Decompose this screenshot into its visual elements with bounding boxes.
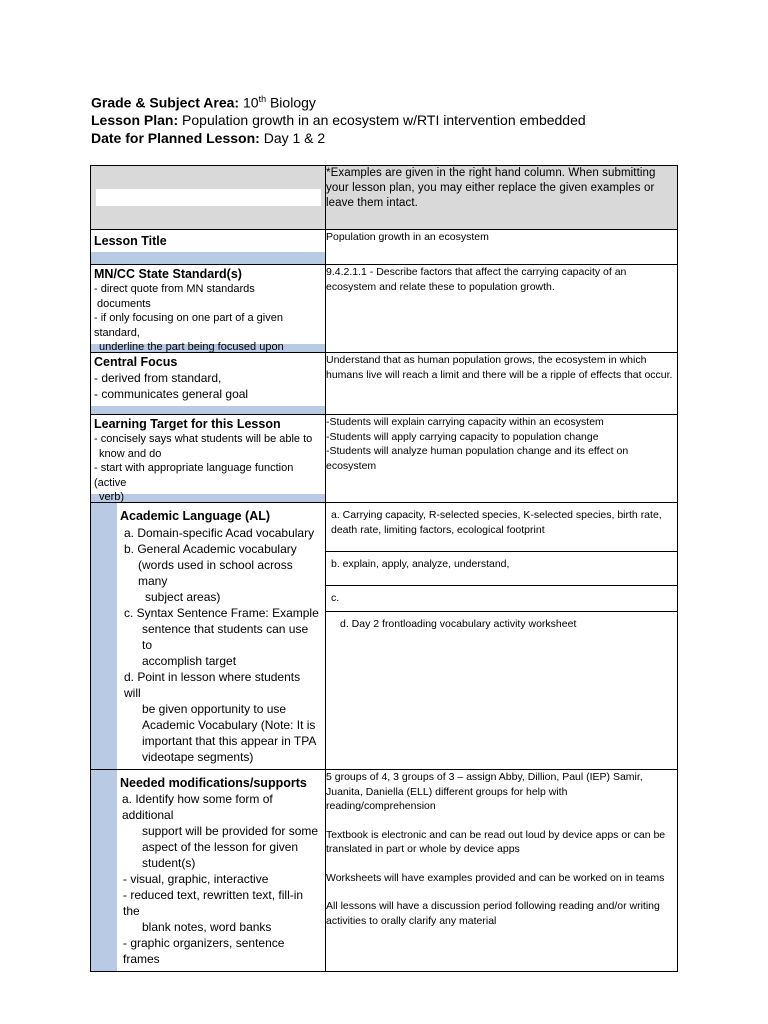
mod-item-a-4: student(s) bbox=[142, 856, 196, 870]
al-item-d-5: videotape segments) bbox=[142, 750, 254, 764]
al-item-a: a. Domain-specific Acad vocabulary bbox=[124, 526, 315, 540]
standards-note-3: - if only focusing on one part of a given standard, bbox=[94, 312, 283, 339]
academic-language-label-cell bbox=[91, 503, 326, 770]
standards-row bbox=[91, 265, 678, 353]
intro-left-cell bbox=[91, 166, 326, 230]
academic-language-label: Academic Language (AL) bbox=[120, 509, 271, 523]
date-label: Date for Planned Lesson: bbox=[91, 130, 260, 146]
learning-target-note-3: - start with appropriate language function (active bbox=[94, 462, 294, 489]
al-item-c-3: accomplish target bbox=[142, 654, 237, 668]
mod-item-a: a. Identify how some form of additional bbox=[122, 792, 273, 822]
al-item-d-4: important that this appear in TPA bbox=[142, 734, 317, 748]
modifications-values bbox=[326, 770, 678, 972]
al-item-d-3: Academic Vocabulary (Note: It is bbox=[142, 718, 316, 732]
al-item-d-2: be given opportunity to use bbox=[142, 702, 287, 716]
modifications-strip bbox=[91, 770, 117, 971]
modifications-row bbox=[91, 770, 678, 972]
grade-subject-line bbox=[91, 94, 316, 111]
lesson-value: Population growth in an ecosystem w/RTI intervention embedded bbox=[178, 112, 586, 128]
lesson-title-value: Population growth in an ecosystem bbox=[326, 230, 678, 265]
standards-label: MN/CC State Standard(s) bbox=[94, 267, 242, 281]
al-value-d: d. Day 2 frontloading vocabulary activity worksheet bbox=[340, 618, 577, 630]
mod-item-a-2: support will be provided for some bbox=[142, 824, 319, 838]
academic-language-strip bbox=[91, 503, 117, 769]
al-item-c-2: sentence that students can use to bbox=[142, 622, 309, 652]
mod-item-organizers: - graphic organizers, sentence frames bbox=[123, 936, 285, 966]
lesson-title-label-cell bbox=[91, 230, 326, 265]
academic-language-values-cell bbox=[326, 503, 678, 770]
lesson-title-label: Lesson Title bbox=[91, 230, 325, 252]
al-item-b: b. General Academic vocabulary bbox=[124, 542, 297, 556]
mod-item-reduced: - reduced text, rewritten text, fill-in the bbox=[123, 888, 304, 918]
grade-label: Grade & Subject Area: bbox=[91, 94, 240, 111]
central-focus-label: Central Focus bbox=[94, 355, 178, 369]
learning-target-value-1: -Students will explain carrying capacity within an ecosystem bbox=[326, 416, 604, 428]
mod-value-1: 5 groups of 4, 3 groups of 3 – assign Abby, Dillion, Paul (IEP) Samir, Juanita, Daniella (ELL) different groups for help with reading/comprehension bbox=[326, 771, 643, 812]
standards-value: 9.4.2.1.1 - Describe factors that affect the carrying capacity of an ecosystem and relate these to population growth. bbox=[326, 265, 678, 353]
standards-note-2: documents bbox=[97, 297, 151, 310]
lesson-plan-table bbox=[90, 165, 678, 972]
intro-note: *Examples are given in the right hand column. When submitting your lesson plan, you may either replace the given examples or leave them intact. bbox=[326, 166, 678, 230]
central-focus-note-1: - derived from standard, bbox=[94, 371, 222, 385]
central-focus-note-2: - communicates general goal bbox=[94, 387, 249, 401]
standards-label-cell bbox=[91, 265, 326, 353]
date-value: Day 1 & 2 bbox=[259, 130, 326, 146]
lesson-label: Lesson Plan: bbox=[91, 112, 179, 128]
academic-language-row bbox=[91, 503, 678, 770]
al-value-b: b. explain, apply, analyze, understand, bbox=[326, 552, 677, 586]
central-focus-label-cell bbox=[91, 353, 326, 415]
mod-value-3: Worksheets will have examples provided and can be worked on in teams bbox=[326, 871, 665, 884]
al-item-c: c. Syntax Sentence Frame: Example bbox=[124, 606, 319, 620]
modifications-content bbox=[117, 770, 325, 971]
learning-target-row bbox=[91, 415, 678, 503]
standards-note-1: - direct quote from MN standards bbox=[94, 283, 255, 295]
modifications-label: Needed modifications/supports bbox=[120, 776, 307, 790]
date-line bbox=[91, 130, 325, 146]
mod-item-visual: - visual, graphic, interactive bbox=[123, 872, 269, 886]
learning-target-note-1: - concisely says what students will be able to bbox=[94, 433, 313, 445]
grade-value: 10 bbox=[242, 94, 259, 111]
grade-sup: th bbox=[258, 94, 267, 104]
learning-target-values bbox=[326, 415, 678, 503]
learning-target-label-cell bbox=[91, 415, 326, 503]
learning-target-note-2: know and do bbox=[99, 447, 162, 460]
mod-item-a-3: aspect of the lesson for given bbox=[142, 840, 299, 854]
mod-item-reduced-2: blank notes, word banks bbox=[142, 920, 272, 934]
modifications-label-cell bbox=[91, 770, 326, 972]
al-item-b-3: subject areas) bbox=[145, 590, 221, 604]
central-focus-value: Understand that as human population grows, the ecosystem in which humans live will reach a limit and there will be a ripple of effects that occur. bbox=[326, 353, 678, 415]
grade-subject: Biology bbox=[266, 94, 316, 111]
al-item-b-2: (words used in school across many bbox=[138, 558, 293, 588]
learning-target-note-4: verb) bbox=[99, 491, 125, 503]
learning-target-value-3: -Students will analyze human population change and its effect on ecosystem bbox=[326, 445, 629, 472]
al-value-c: c. bbox=[326, 586, 677, 612]
learning-target-label: Learning Target for this Lesson bbox=[94, 417, 281, 431]
learning-target-value-2: -Students will apply carrying capacity to population change bbox=[326, 430, 599, 443]
al-item-d: d. Point in lesson where students will bbox=[124, 670, 301, 700]
al-value-a: a. Carrying capacity, R-selected species, K-selected species, birth rate, death rate, limiting factors, ecological footprint bbox=[326, 503, 677, 552]
standards-note-4: underline the part being focused upon bbox=[99, 341, 284, 353]
intro-row bbox=[91, 166, 678, 230]
lesson-title-row bbox=[91, 230, 678, 265]
academic-language-content bbox=[117, 503, 325, 769]
lesson-plan-line bbox=[91, 112, 586, 128]
intro-blank-field bbox=[96, 189, 321, 206]
central-focus-row bbox=[91, 353, 678, 415]
mod-value-2: Textbook is electronic and can be read out loud by device apps or can be translated in part or whole by device apps bbox=[326, 828, 666, 855]
mod-value-4: All lessons will have a discussion period following reading and/or writing activities to orally clarify any material bbox=[326, 900, 660, 927]
